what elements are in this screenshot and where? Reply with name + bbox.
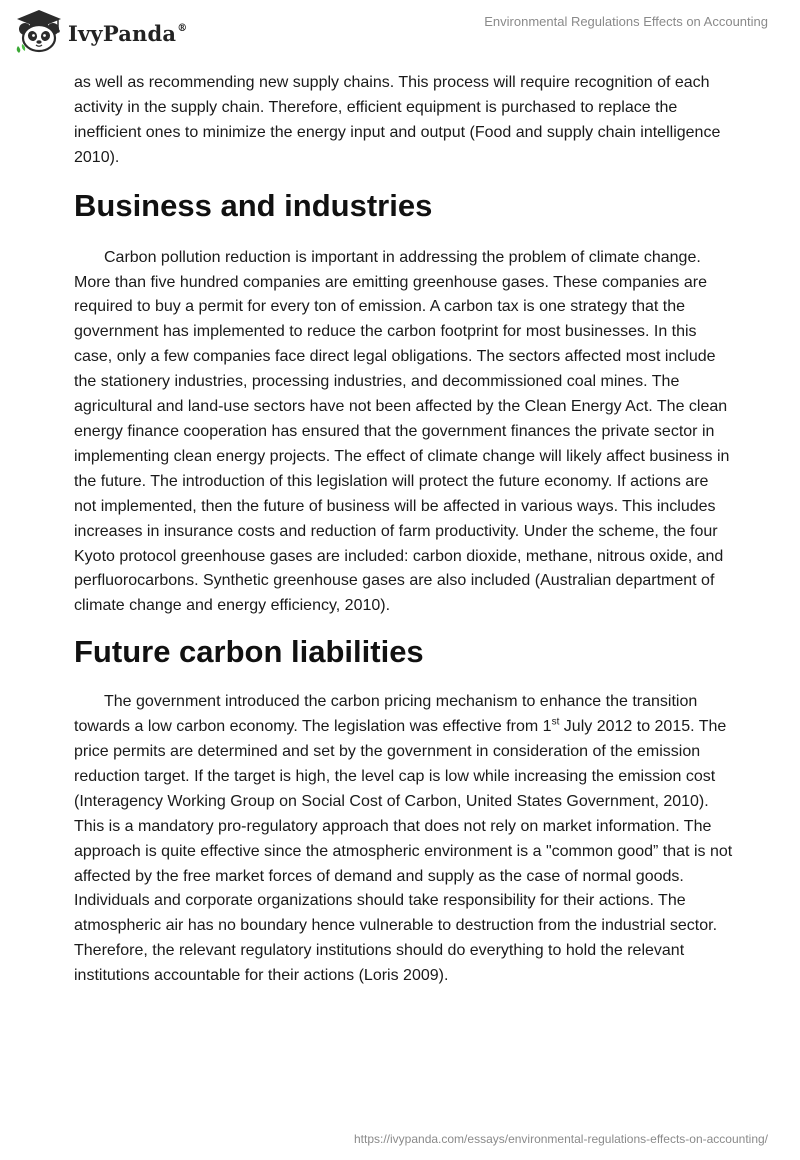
brand-name: IvyPanda® bbox=[68, 20, 188, 46]
section-paragraph-future-liabilities bbox=[74, 690, 734, 989]
section-heading-future-liabilities: Future carbon liabilities bbox=[74, 634, 424, 670]
section-paragraph-business: Carbon pollution reduction is important in addressing the problem of climate change. More than five hundred companies are emitting greenhouse gases. These companies are required to buy a permit for every ton of emission. A carbon tax is one strategy that the government has implemented to reduce the carbon footprint for most businesses. In this case, only a few companies face direct legal obligations. The sectors affected most include the stationery industries, processing industries, and decommissioned coal mines. The agricultural and land-use sectors have not been affected by the Clean Energy Act. The clean energy finance cooperation has ensured that the government finances the private sector in implementing clean energy projects. The effect of climate change will likely affect business in the future. The introduction of this legislation will protect the future economy. If actions are not implemented, then the future of business will be affected in various ways. This includes increases in insurance costs and reduction of farm productivity. Under the scheme, the four Kyoto protocol greenhouse gases are included: carbon dioxide, methane, nitrous oxide, and perfluorocarbons. Synthetic greenhouse gases are also included (Australian department of climate change and energy efficiency, 2010). bbox=[74, 248, 730, 615]
panda-graduate-icon bbox=[14, 8, 64, 54]
intro-paragraph: as well as recommending new supply chains. This process will require recognition of each activity in the supply chain. Therefore, efficient equipment is purchased to replace the inefficient ones to minimize the energy input and output (Food and supply chain intelligence 2010). bbox=[74, 74, 721, 166]
source-url[interactable]: https://ivypanda.com/essays/environmental-regulations-effects-on-accounting/ bbox=[354, 1132, 768, 1146]
page-header bbox=[0, 0, 800, 70]
essay-body bbox=[74, 71, 734, 989]
registered-mark: ® bbox=[177, 22, 188, 34]
document-title: Environmental Regulations Effects on Accounting bbox=[484, 14, 768, 29]
ordinal-superscript: st bbox=[551, 716, 560, 728]
section-heading-business: Business and industries bbox=[74, 187, 433, 223]
paragraph-text-part2: July 2012 to 2015. The price permits are determined and set by the government in consideration of the emission reduction target. If the target is high, the level cap is low while increasing the emission cost (Interagency Working Group on Social Cost of Carbon, United States Government, 2010). This is a mandatory pro-regulatory approach that does not rely on market information. The approach is quite effective since the atmospheric environment is a "common good” that is not affected by the free market forces of demand and supply as the case of normal goods. Individuals and corporate organizations should take responsibility for their actions. The atmospheric air has no boundary hence vulnerable to destruction from the industrial sector. Therefore, the relevant regulatory institutions should do everything to hold the relevant institutions accountable for their actions (Loris 2009). bbox=[74, 718, 733, 985]
paragraph-text-part1: The government introduced the carbon pricing mechanism to enhance the transition towards a low carbon economy. The legislation was effective from 1 bbox=[74, 693, 698, 736]
site-logo[interactable] bbox=[14, 8, 187, 54]
